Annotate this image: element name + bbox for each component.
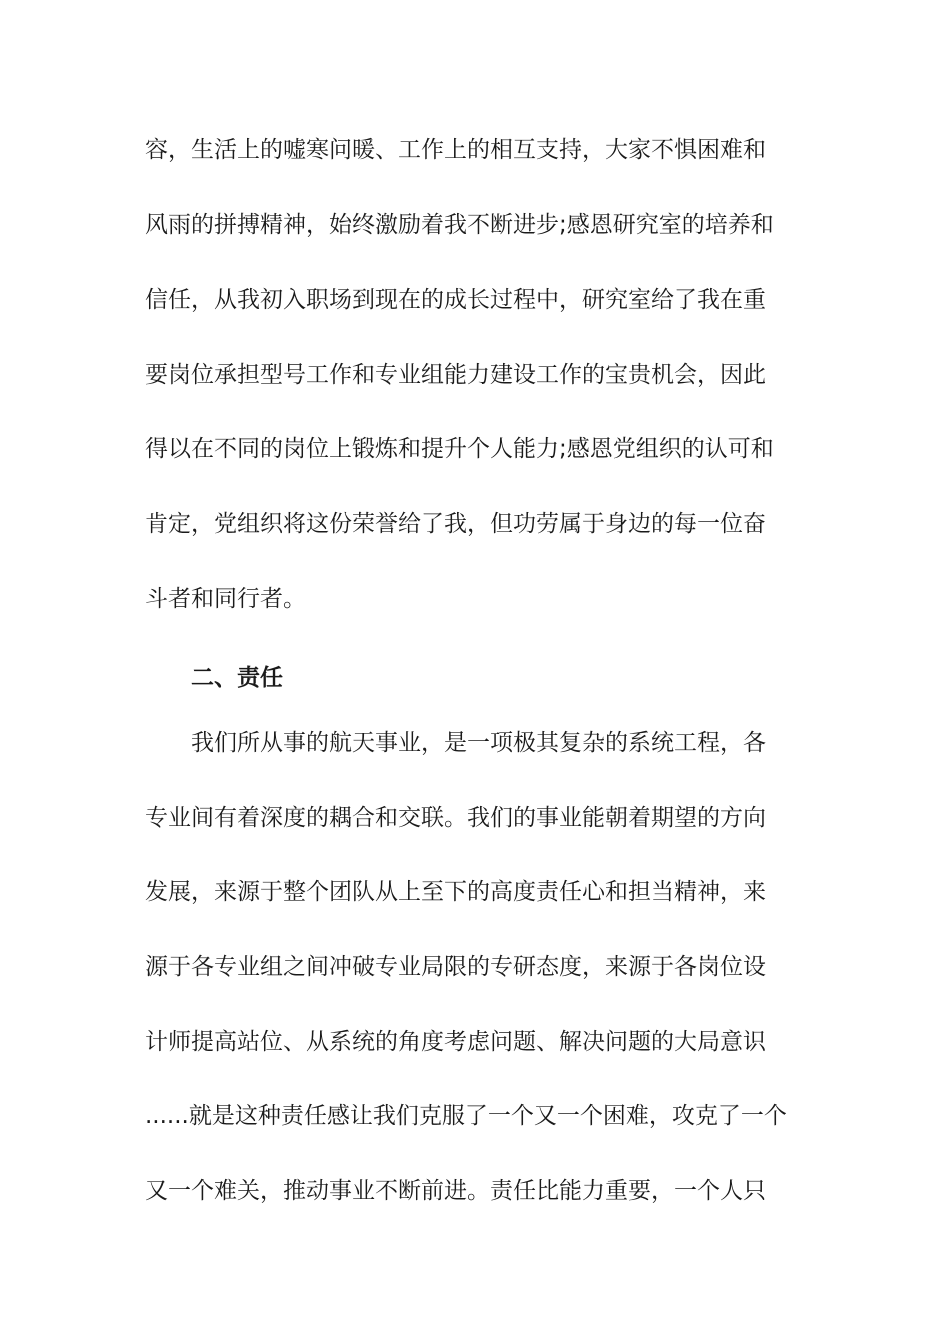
paragraph-line: 斗者和同行者。 (145, 586, 306, 612)
section-heading: 二、责任 (191, 665, 283, 691)
paragraph-line: 又一个难关，推动事业不断前进。责任比能力重要，一个人只 (145, 1178, 766, 1204)
paragraph-line: 信任，从我初入职场到现在的成长过程中，研究室给了我在重 (145, 287, 766, 313)
paragraph-line: 我们所从事的航天事业，是一项极其复杂的系统工程，各 (191, 730, 766, 756)
paragraph-line: 肯定，党组织将这份荣誉给了我，但功劳属于身边的每一位奋 (145, 511, 766, 537)
paragraph-line: 发展，来源于整个团队从上至下的高度责任心和担当精神，来 (145, 879, 766, 905)
paragraph-line: 源于各专业组之间冲破专业局限的专研态度，来源于各岗位设 (145, 954, 766, 980)
paragraph-line: 专业间有着深度的耦合和交联。我们的事业能朝着期望的方向 (145, 805, 766, 831)
paragraph-line: 计师提高站位、从系统的角度考虑问题、解决问题的大局意识 (145, 1029, 766, 1055)
paragraph-line: 得以在不同的岗位上锻炼和提升个人能力;感恩党组织的认可和 (145, 436, 774, 462)
paragraph-line: 要岗位承担型号工作和专业组能力建设工作的宝贵机会，因此 (145, 362, 766, 388)
paragraph-line: 容，生活上的嘘寒问暖、工作上的相互支持，大家不惧困难和 (145, 137, 766, 163)
paragraph-line: 风雨的拼搏精神，始终激励着我不断进步;感恩研究室的培养和 (145, 212, 774, 238)
paragraph-line: ......就是这种责任感让我们克服了一个又一个困难，攻克了一个 (145, 1103, 787, 1129)
